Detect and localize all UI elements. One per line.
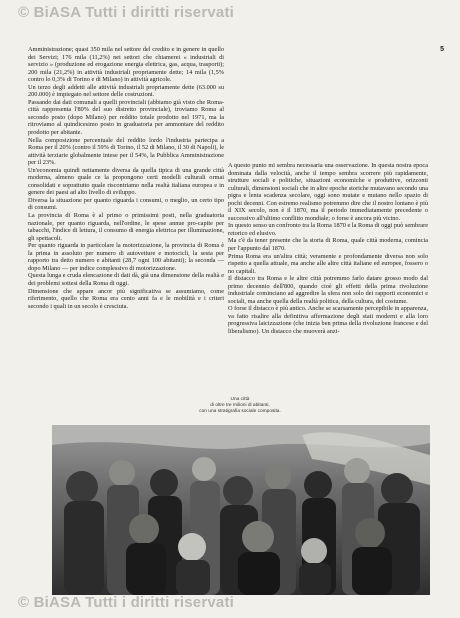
paragraph: Diversa la situazione per quanto riguarda i consumi, o meglio, un certo tipo di consumi. (28, 196, 224, 212)
left-column (28, 46, 224, 310)
paragraph: Dimensione che appare ancor più significativa se assumiamo, come riferimento, quello che Roma era cento anni fa e le mobilità e i criteri secondo i quali in un secolo è cresciuta. (28, 287, 224, 310)
crowd-photo-illustration (52, 425, 430, 595)
paragraph: La provincia di Roma è al primo o primissimi posti, nella graduatoria nazionale, per quanto riguarda, nell'ordine, le spese annue pro-capite per tabacchi, l'indice di lettura, il consumo di energia elettrica per illuminazione, gli spettacoli. (28, 212, 224, 242)
paragraph: In questo senso un confronto tra la Roma 1870 e la Roma di oggi può sembrare retorico ed elusivo. (228, 222, 428, 237)
caption-line: con una stratigrafia sociale composita. (199, 409, 281, 414)
paragraph: Per quanto riguarda in particolare la motorizzazione, la provincia di Roma è la prima in assoluto per numero di autovetture e motocicli, la sesta per rapporto tra detto numero e abitanti (28,7 ogni 100 abitanti); la seconda — dopo Milano — per indice complessivo di motorizzazione. (28, 242, 224, 272)
page-number: 5 (440, 46, 444, 53)
paragraph: Il distacco tra Roma e le altre città potremmo farlo datare grosso modo dal primo decennio dell'800, quando cioè gli effetti della prima rivoluzione industriale cominciano ad aggredire la sfera non solo dei rapporti economici e sociali, ma anche quella della realtà politica, della cultura, del costume. (228, 275, 428, 305)
right-column (228, 162, 428, 336)
photo-caption (150, 397, 330, 415)
paragraph: Questa lunga e cruda elencazione di dati dà, già una dimensione della realtà e dei problemi sottesi della Roma di oggi. (28, 272, 224, 287)
paragraph: Passando dai dati comunali a quelli provinciali (abbiamo già visto che Roma-città rappresenta l'80% del suo distretto provinciale), troviamo Roma al secondo posto (dopo Milano) per reddito totale prodotto nel 1971, ma la ritroviamo al quindicesimo posto in graduatoria per ammontare del reddito prodotto per abitante. (28, 98, 224, 137)
paragraph: Amministrazione; quasi 350 mila nel settore del credito e in genere in quello dei Servizi; 176 mila (11,2%) nei settori che chiamerei « industriali di servizio » (produzione ed erogazione energia elettrica, gas, acqua, trasporti); 200 mila (21,2%) in attività industriali propriamente dette; 14 mila (1,5% contro lo 0,3% di Torino e di Milano) in attività agricole. (28, 46, 224, 84)
paragraph: Nella composizione percentuale del reddito lordo l'industria partecipa a Roma per il 20% (contro il 59% di Torino, il 52 di Milano, il 30 di Napoli), le attività terziarie globalmente intese per il 54%, la Pubblica Amministrazione per il 23%. (28, 136, 224, 167)
caption-line: di oltre tre milioni di abitanti, (210, 403, 270, 408)
paragraph: Un'economia quindi nettamente diversa da quella tipica di una grande città moderna, almeno quale ce la propongono certi modelli culturali ormai consolidati e soprattutto quale riscontriamo nella realtà italiana europea e in genere dei paesi ad alto livello di sviluppo. (28, 166, 224, 197)
caption-line: Una città (230, 397, 250, 402)
crowd-photo (52, 425, 430, 595)
paragraph: Un terzo degli addetti alle attività industriali propriamente dette (63.000 su 200.000) è impiegato nel settore delle costruzioni. (28, 83, 224, 99)
watermark-bottom: © BiASA Tutti i diritti riservati (18, 594, 235, 611)
paragraph: Prima Roma era un'altra città; veramente e profondamente diversa non solo rispetto a quella attuale, ma anche alle altre città italiane ed europee, fossero o no capitali. (228, 252, 428, 275)
paragraph: A questo punto mi sembra necessaria una osservazione. In questa nostra epoca dominata dalla velocità, anche il tempo sembra scorrere più rapidamente, strutture sociali e politiche, situazioni economiche e produttive, orizzonti culturali, dimensioni sociali che in altre epoche storiche mutavano secondo una pigra e lenta scadenza secolare, oggi sono mutate e mutano nello spazio di pochi decenni. Con estremo realismo potremmo dire che il nostro lontano è più il XIX secolo, non è il 1870, ma il periodo immediatamente precedente o successivo all'ultimo conflitto mondiale; o forse è ancora più vicino. (228, 162, 428, 222)
paragraph: Ma c'è da tener presente che la storia di Roma, quale città moderna, comincia per l'appunto dal 1870. (228, 237, 428, 253)
paragraph: O forse il distacco è più antico. Anche se scarsamente percepibile in apparenza, va fatto risalire alla definitiva affermazione degli stati moderni e alla loro progressiva laicizzazione (che inizia ben prima della rivoluzione francese e del liberalismo). Un distacco che muoverà anzi- (228, 305, 429, 336)
watermark-top: © BiASA Tutti i diritti riservati (18, 4, 235, 21)
